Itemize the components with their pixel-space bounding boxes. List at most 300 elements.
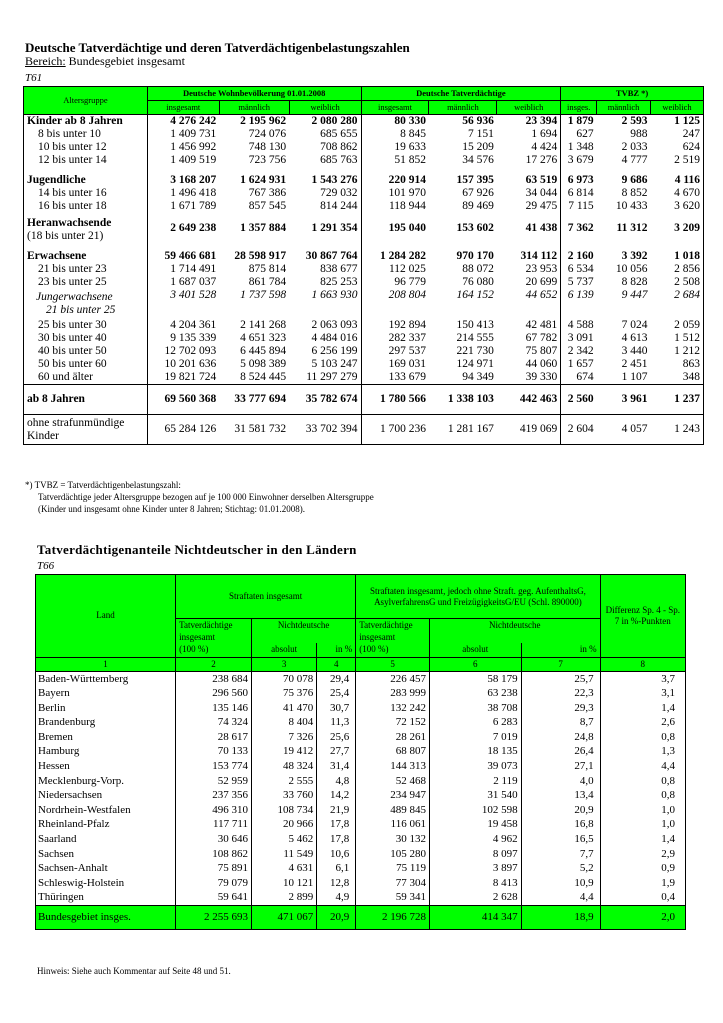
t66-cell: 25,6: [317, 730, 356, 745]
sub-inpct: in %: [317, 643, 356, 657]
t61-cell: 44 060: [525, 358, 558, 370]
t66-cell: 28 261: [356, 730, 430, 745]
t61-row: [24, 243, 704, 263]
t66-row: [36, 759, 686, 774]
t66-total-cell: 471 067: [251, 906, 316, 930]
t66-row: [36, 861, 686, 876]
t61-cell: 814 244: [320, 200, 358, 212]
t61-cell: 1 694: [531, 128, 558, 140]
t66-cell: 0,9: [600, 861, 685, 876]
t66-row: [36, 686, 686, 701]
t66-cell: 3,1: [600, 686, 685, 701]
t61-cell: 195 040: [361, 213, 429, 243]
t61-cell: 4 613: [621, 332, 648, 344]
t61-cell: 34 576: [462, 154, 494, 166]
t66-cell: 2 628: [429, 890, 521, 905]
t61-cell: 442 463: [497, 385, 561, 415]
t61-cell: 1 243: [651, 415, 704, 445]
t66-cell: 489 845: [356, 803, 430, 818]
t61-cell: 3 620: [651, 200, 704, 213]
t61-cell: 863: [651, 358, 704, 371]
t61-row-label: [24, 385, 148, 415]
t61-row: [24, 345, 704, 358]
t66-code: T66: [37, 560, 55, 572]
t61-cell: 1 700 236: [361, 415, 429, 445]
t66-cell: 39 073: [429, 759, 521, 774]
t61-cell: 2 856: [651, 263, 704, 276]
note-line-1: *) TVBZ = Tatverdächtigenbelastungszahl:: [25, 480, 181, 490]
t61-row-label: [24, 415, 148, 445]
t61-row-label-text: Kinder ab 8 Jahren: [27, 115, 123, 127]
t66-cell: 6 283: [429, 715, 521, 730]
t61-row-label: [24, 167, 148, 187]
t66-cell: 19 458: [429, 817, 521, 832]
t61-cell: 1 543 276: [311, 174, 358, 186]
t61-cell: 112 025: [361, 263, 429, 276]
sub-100: (100 %): [356, 643, 430, 657]
t61-row: [24, 200, 704, 213]
t66-cell: 59 341: [356, 890, 430, 905]
t66-cell: 1,4: [600, 832, 685, 847]
t61-cell: 5 098 389: [240, 358, 287, 370]
t61-row-label: [24, 319, 148, 332]
sub-weiblich: weiblich: [497, 101, 561, 115]
t66-cell: 8 413: [429, 876, 521, 891]
t61-row: [24, 167, 704, 187]
t66-cell: 52 959: [176, 774, 252, 789]
t61-cell: 3 679: [561, 154, 597, 167]
t66-row: [36, 715, 686, 730]
t66-cell: 4,9: [317, 890, 356, 905]
sub-absolut: absolut: [429, 643, 521, 657]
t66-land: Niedersachsen: [36, 788, 176, 803]
t61-cell: 80 330: [361, 115, 429, 129]
t61-row: [24, 263, 704, 276]
t61-cell: 1 125: [651, 115, 704, 129]
t61-cell: 1 357 884: [240, 221, 287, 234]
t66-cell: 105 280: [356, 847, 430, 862]
t66-cell: 26,4: [521, 744, 600, 759]
t61-cell: 2 593: [621, 115, 648, 127]
sub-inpct: in %: [521, 643, 600, 657]
t66-cell: 5,2: [521, 861, 600, 876]
t66-total-cell: 20,9: [317, 906, 356, 930]
t61-cell: 970 170: [456, 250, 494, 262]
t66-row: [36, 847, 686, 862]
t61-cell: 1 714 491: [147, 263, 219, 276]
t61-cell: 3 961: [597, 385, 651, 415]
t66-cell: 59 641: [176, 890, 252, 905]
t61-row: [24, 319, 704, 332]
t61-cell: 20 699: [525, 276, 558, 288]
t61-cell: 75 807: [525, 345, 558, 357]
t66-cell: 102 598: [429, 803, 521, 818]
t66-cell: 70 133: [176, 744, 252, 759]
t66-cell: 18 135: [429, 744, 521, 759]
t61-cell: 42 481: [525, 319, 558, 331]
sub-insges: insges.: [561, 101, 597, 115]
t61-row-label-text2: (18 bis unter 21): [27, 230, 104, 242]
t61-row-label: [24, 128, 148, 141]
sub-maennlich: männlich: [429, 101, 497, 115]
t61-cell: 34 044: [525, 187, 558, 199]
t66-cell: 30,7: [317, 701, 356, 716]
t61-cell: 19 633: [361, 141, 429, 154]
t61-cell: 988: [630, 128, 648, 140]
t61-cell: 1 284 282: [361, 243, 429, 263]
t66-cell: 2 899: [251, 890, 316, 905]
t61-cell: 6 534: [561, 263, 597, 276]
t66-cell: 31 540: [429, 788, 521, 803]
t66-cell: 8,7: [521, 715, 600, 730]
t66-cell: 79 079: [176, 876, 252, 891]
t61-body: [24, 115, 704, 445]
t61-row: [24, 187, 704, 200]
t61-row-label-text: 8 bis unter 10: [38, 128, 101, 140]
t61-cell: 118 944: [361, 200, 429, 213]
col-altersgruppe: Altersgruppe: [24, 87, 148, 115]
t66-cell: 10,6: [317, 847, 356, 862]
t61-cell: 825 253: [320, 276, 358, 288]
t66-cell: 3 897: [429, 861, 521, 876]
t61-row: [24, 213, 704, 243]
t66-colnum: 2: [176, 657, 252, 671]
t61-cell: 314 112: [520, 250, 558, 262]
t61-cell: 39 330: [525, 371, 558, 383]
col-susp: Deutsche Tatverdächtige: [361, 87, 561, 101]
t61-cell: 192 894: [361, 319, 429, 332]
t61-row-label-text: 50 bis unter 60: [38, 358, 107, 370]
t66-cell: 21,9: [317, 803, 356, 818]
t61-cell: 29 475: [525, 200, 558, 212]
t61-cell: 1 348: [561, 141, 597, 154]
t61-cell: 2 160: [561, 243, 597, 263]
sub-absolut: absolut: [251, 643, 316, 657]
t61-cell: 11 297 279: [306, 371, 358, 383]
col-straftaten: Straftaten insgesamt: [176, 575, 356, 619]
t61-cell: 88 072: [462, 263, 494, 275]
t66-cell: 29,3: [521, 701, 600, 716]
t61-cell: 7 151: [467, 128, 494, 140]
t66-land: Bremen: [36, 730, 176, 745]
t66-cell: 16,5: [521, 832, 600, 847]
sub-100: (100 %): [176, 643, 252, 657]
t61-cell: 419 069: [497, 415, 561, 445]
col-tvbz: TVBZ *): [561, 87, 704, 101]
sub-weiblich: weiblich: [289, 101, 361, 115]
hinweis: Hinweis: Siehe auch Kommentar auf Seite 48 und 51.: [37, 966, 231, 976]
t61-cell: 767 386: [248, 187, 287, 199]
t66-cell: 7 019: [429, 730, 521, 745]
t61-cell: 1 409 519: [147, 154, 219, 167]
t66-cell: 41 470: [251, 701, 316, 716]
t61-row: [24, 358, 704, 371]
t61-cell: 17 276: [525, 154, 558, 166]
t66-row: [36, 890, 686, 905]
t61-cell: 221 730: [456, 345, 494, 357]
t61-cell: 4 424: [531, 141, 558, 153]
t66-cell: 2 119: [429, 774, 521, 789]
t61-cell: 2 063 093: [311, 319, 358, 331]
t66-land: Rheinland-Pfalz: [36, 817, 176, 832]
t66-cell: 6,1: [317, 861, 356, 876]
t61-row: [24, 415, 704, 445]
t61-cell: 69 560 368: [147, 385, 219, 415]
t66-land: Sachsen: [36, 847, 176, 862]
t61-cell: 3 392: [621, 250, 648, 262]
t66-cell: 1,3: [600, 744, 685, 759]
t61-row: [24, 332, 704, 345]
t66-land: Thüringen: [36, 890, 176, 905]
t66-cell: 1,0: [600, 817, 685, 832]
t66-cell: 25,7: [521, 671, 600, 686]
t66-cell: 2 555: [251, 774, 316, 789]
t66-cell: 108 862: [176, 847, 252, 862]
t61-cell: 65 284 126: [147, 415, 219, 445]
t61-row-label: [24, 243, 148, 263]
t61-row-label-text: ohne strafunmündige: [27, 416, 125, 429]
t61-cell: 723 756: [248, 154, 287, 166]
t66-cell: 234 947: [356, 788, 430, 803]
t61-cell: 7 024: [621, 319, 648, 331]
t61-row-label-text: 40 bis unter 50: [38, 345, 107, 357]
t61-cell: 5 737: [561, 276, 597, 289]
t61-cell: 1 624 931: [240, 174, 287, 186]
t61-cell: 6 814: [561, 187, 597, 200]
sub-tv: Tatverdächtige insgesamt: [356, 619, 430, 644]
t61-cell: 9 686: [621, 174, 648, 186]
t61-cell: 1 687 037: [147, 276, 219, 289]
t66-cell: 8 097: [429, 847, 521, 862]
t61-row-label: [24, 141, 148, 154]
t61-cell: 2 560: [561, 385, 597, 415]
t66-cell: 5 462: [251, 832, 316, 847]
t66-cell: 75 119: [356, 861, 430, 876]
t66-cell: 4,4: [521, 890, 600, 905]
t61-row: [24, 289, 704, 319]
t61-cell: 76 080: [462, 276, 494, 288]
t61-cell: 33 702 394: [289, 415, 361, 445]
t61-cell: 9 447: [621, 289, 648, 301]
t61-cell: 1 512: [651, 332, 704, 345]
t61-cell: 8 852: [621, 187, 648, 199]
t66-cell: 17,8: [317, 832, 356, 847]
t66-land: Nordrhein-Westfalen: [36, 803, 176, 818]
t61-cell: 96 779: [361, 276, 429, 289]
t66-colnum: 3: [251, 657, 316, 671]
t66-cell: 8 404: [251, 715, 316, 730]
t66-row: [36, 701, 686, 716]
t66-land: Mecklenburg-Vorp.: [36, 774, 176, 789]
t61-cell: 10 201 636: [147, 358, 219, 371]
t61-row-label-text: 16 bis unter 18: [38, 200, 107, 212]
t61-row-label-text: ab 8 Jahren: [27, 393, 85, 405]
t61-cell: 3 091: [561, 332, 597, 345]
t66-total-cell: 18,9: [521, 906, 600, 930]
t61-cell: 67 926: [462, 187, 494, 199]
t61-cell: 1 018: [651, 243, 704, 263]
t66-cell: 16,8: [521, 817, 600, 832]
t61-row-label-text: 12 bis unter 14: [38, 154, 107, 166]
t66-cell: 70 078: [251, 671, 316, 686]
t61-cell: 2 195 962: [240, 115, 287, 127]
t66-cell: 75 376: [251, 686, 316, 701]
t66-cell: 4,0: [521, 774, 600, 789]
t61-cell: 1 107: [621, 371, 648, 383]
t66-cell: 135 146: [176, 701, 252, 716]
t61-row-label: [24, 289, 148, 319]
t61-row-label-text: 14 bis unter 16: [38, 187, 107, 199]
t61-cell: 3 401 528: [147, 289, 219, 319]
t61-row: [24, 115, 704, 129]
t61-row-label-text: 30 bis unter 40: [38, 332, 107, 344]
t66-cell: 77 304: [356, 876, 430, 891]
t61-cell: 2 451: [621, 358, 648, 370]
t61-row-label-text: Jungerwachsene: [36, 291, 113, 303]
t61-cell: 6 256 199: [311, 345, 358, 357]
t61-cell: 2 519: [651, 154, 704, 167]
sub-maennlich: männlich: [219, 101, 289, 115]
t66-cell: 22,3: [521, 686, 600, 701]
t66-cell: 153 774: [176, 759, 252, 774]
t61-row: [24, 128, 704, 141]
t61-cell: 12 702 093: [147, 345, 219, 358]
t61-cell: 3 209: [651, 213, 704, 243]
t66-cell: 28 617: [176, 730, 252, 745]
t66-row: [36, 817, 686, 832]
t66-table: [35, 574, 686, 930]
t61-row-label: [24, 263, 148, 276]
t66-cell: 4 962: [429, 832, 521, 847]
t61-cell: 297 537: [361, 345, 429, 358]
t61-row-label: [24, 358, 148, 371]
t66-cell: 17,8: [317, 817, 356, 832]
t66-colnum: 7: [521, 657, 600, 671]
t66-cell: 11,3: [317, 715, 356, 730]
t61-cell: 729 032: [320, 187, 358, 199]
t61-cell: 44 652: [525, 289, 558, 301]
t61-title: Deutsche Tatverdächtige und deren Tatverdächtigenbelastungszahlen: [25, 40, 410, 55]
t66-cell: 117 711: [176, 817, 252, 832]
t61-row-label-text: 60 und älter: [38, 371, 93, 383]
t66-title: Tatverdächtigenanteile Nichtdeutscher in den Ländern: [37, 542, 357, 557]
t61-cell: 6 139: [561, 289, 597, 319]
t61-row-label-text2: 21 bis unter 25: [46, 304, 116, 316]
t61-cell: 861 784: [248, 276, 287, 288]
t66-total-cell: 2 196 728: [356, 906, 430, 930]
t66-land: Berlin: [36, 701, 176, 716]
t61-cell: 2 059: [651, 319, 704, 332]
t61-cell: 348: [651, 371, 704, 385]
t66-row: [36, 730, 686, 745]
t66-cell: 1,4: [600, 701, 685, 716]
t66-total-cell: 2,0: [600, 906, 685, 930]
t66-colnum: 4: [317, 657, 356, 671]
t66-land: Hessen: [36, 759, 176, 774]
t66-cell: 132 242: [356, 701, 430, 716]
t66-cell: 68 807: [356, 744, 430, 759]
t61-cell: 8 828: [621, 276, 648, 288]
t66-cell: 0,8: [600, 788, 685, 803]
t66-cell: 52 468: [356, 774, 430, 789]
t61-cell: 1 212: [651, 345, 704, 358]
t61-row-label: [24, 154, 148, 167]
t61-cell: 208 804: [361, 289, 429, 319]
t61-cell: 6 973: [561, 167, 597, 187]
t61-cell: 157 395: [456, 174, 494, 186]
t66-cell: 12,8: [317, 876, 356, 891]
t66-body: [36, 671, 686, 906]
t66-land: Sachsen-Anhalt: [36, 861, 176, 876]
t61-cell: 685 655: [320, 128, 358, 140]
t61-cell: 124 971: [456, 358, 494, 370]
t61-cell: 11 312: [616, 221, 648, 234]
col-differenz: Differenz Sp. 4 - Sp. 7 in %-Punkten: [600, 575, 685, 658]
t61-row-label-text: Heranwachsende: [27, 217, 112, 229]
t66-cell: 72 152: [356, 715, 430, 730]
t66-cell: 108 734: [251, 803, 316, 818]
t66-cell: 226 457: [356, 671, 430, 686]
t61-cell: 4 588: [561, 319, 597, 332]
t66-cell: 238 684: [176, 671, 252, 686]
t61-row-label-text: Jugendliche: [27, 174, 86, 186]
t61-row-label-text: 10 bis unter 12: [38, 141, 107, 153]
t66-land: Schleswig-Holstein: [36, 876, 176, 891]
t61-cell: 3 168 207: [147, 167, 219, 187]
t61-row-label: [24, 345, 148, 358]
t61-cell: 627: [561, 128, 597, 141]
t66-land: Bayern: [36, 686, 176, 701]
t66-cell: 29,4: [317, 671, 356, 686]
t61-row: [24, 141, 704, 154]
t66-row: [36, 744, 686, 759]
t61-cell: 2 508: [651, 276, 704, 289]
t66-cell: 20 966: [251, 817, 316, 832]
t61-cell: 51 852: [361, 154, 429, 167]
t61-cell: 15 209: [462, 141, 494, 153]
t61-cell: 153 602: [456, 221, 494, 234]
t61-cell: 4 057: [597, 415, 651, 445]
t61-table: [23, 86, 704, 445]
sub-nd: Nichtdeutsche: [429, 619, 600, 644]
t61-cell: 23 394: [525, 115, 558, 127]
t66-cell: 10,9: [521, 876, 600, 891]
t61-row: [24, 154, 704, 167]
t66-cell: 30 646: [176, 832, 252, 847]
bereich-label: Bereich:: [25, 54, 66, 68]
t61-cell: 1 338 103: [429, 385, 497, 415]
t61-cell: 33 777 694: [219, 385, 289, 415]
t66-cell: 2,6: [600, 715, 685, 730]
t61-row-label-text: 25 bis unter 30: [38, 319, 107, 331]
t61-row-label: [24, 276, 148, 289]
t66-cell: 2,9: [600, 847, 685, 862]
t61-cell: 7 362: [561, 213, 597, 243]
sub-insgesamt: insgesamt: [147, 101, 219, 115]
t61-cell: 2 033: [621, 141, 648, 153]
t61-cell: 4 116: [651, 167, 704, 187]
t61-cell: 875 814: [248, 263, 287, 275]
t61-cell: 23 953: [525, 263, 558, 275]
t66-cell: 13,4: [521, 788, 600, 803]
t66-row: [36, 803, 686, 818]
t61-cell: 1 237: [651, 385, 704, 415]
t61-cell: 2 342: [561, 345, 597, 358]
t66-cell: 74 324: [176, 715, 252, 730]
t61-cell: 7 115: [561, 200, 597, 213]
t66-row: [36, 788, 686, 803]
note-line-2: Tatverdächtige jeder Altersgruppe bezogen auf je 100 000 Einwohner derselben Altersgruppe: [38, 492, 374, 502]
